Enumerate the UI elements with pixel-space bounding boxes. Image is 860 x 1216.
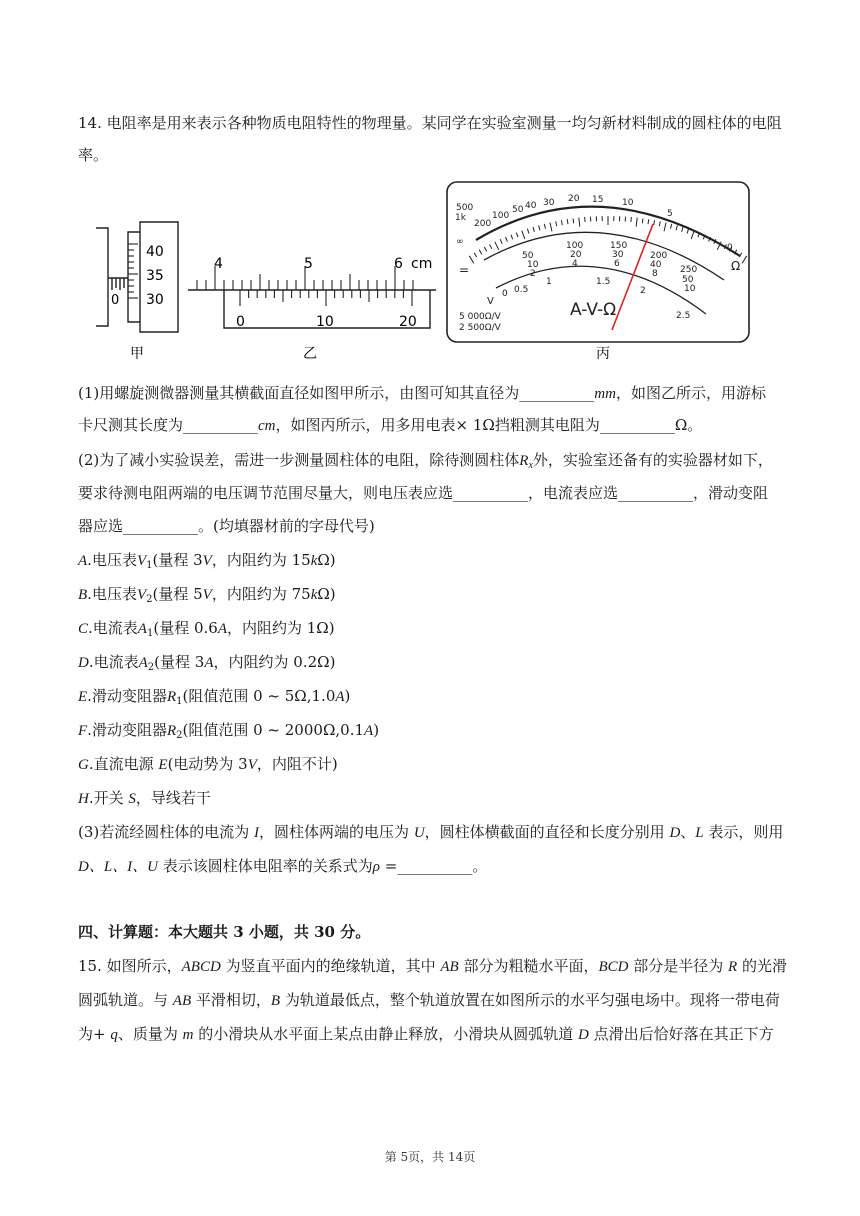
scale3-label-8: 8: [652, 269, 658, 279]
meter-scale-tick: [490, 244, 492, 249]
meter-scale-tick: [495, 242, 499, 250]
scale3-label-2: 2: [530, 269, 536, 279]
option-c: C.电流表$A_1$(量程 0.6A，内阻约为 1Ω): [78, 619, 335, 639]
thimble-label-30: 30: [146, 292, 164, 308]
meter-scale-tick: [636, 218, 637, 227]
inner-label-2: 2: [640, 286, 646, 296]
inner-label-1-5: 1.5: [596, 277, 611, 287]
option-g: G.直流电源 E(电动势为 3V，内阻不计): [78, 755, 338, 773]
scale-label-250: 250: [680, 265, 698, 275]
caliper-main-label-5: 5: [304, 256, 313, 272]
option-a: A.电压表$V_1$(量程 3V，内阻约为 15kΩ): [78, 551, 336, 571]
meter-scale-tick: [527, 229, 529, 234]
meter-scale-tick: [648, 219, 649, 224]
ohm-label-5: 5: [667, 209, 673, 219]
caliper-unit: cm: [411, 256, 433, 272]
inner-label-2-5: 2.5: [676, 311, 691, 321]
meter-scale-tick: [664, 223, 666, 232]
ohm-label-500: 500: [456, 203, 474, 213]
meter-scale-tick: [484, 247, 486, 251]
q14-part1-line-2: 卡尺测其长度为__________cm，如图丙所示，用多用电表× 1Ω挡粗测其电阻为__________Ω。: [78, 416, 703, 434]
instrument-figure: [0, 178, 860, 368]
meter-scale-tick: [539, 225, 540, 230]
scale3-label-10: 10: [684, 284, 696, 294]
meter-scale-tick: [567, 219, 568, 224]
meter-scale-tick: [516, 233, 518, 238]
meter-scale-tick: [687, 229, 689, 234]
q14-part1-line-1: (1)用螺旋测微器测量其横截面直径如图甲所示，由图可知其直径为__________mm，如图乙所示，用游标: [78, 384, 766, 402]
scale3-label-6: 6: [614, 259, 620, 269]
sleeve-label-0: 0: [111, 293, 120, 308]
meter-scale-tick: [691, 231, 694, 240]
meter-scale-tick: [642, 218, 643, 223]
meter-scale-tick: [631, 217, 632, 222]
meter-scale-tick: [544, 224, 545, 229]
v-symbol: V: [487, 296, 494, 307]
inner-label-0-5: 0.5: [514, 285, 529, 295]
option-f: F.滑动变阻器$R_2$(阻值范围 0 ~ 2000Ω,0.1A): [78, 721, 380, 741]
meter-needle: [612, 224, 653, 330]
scale2-label-20: 20: [570, 250, 582, 260]
q14-part3-line-1: (3)若流经圆柱体的电流为 I，圆柱体两端的电压为 U，圆柱体横截面的直径和长度分别用 D、L 表示，则用: [78, 823, 784, 841]
meter-scale-tick: [474, 253, 477, 257]
ohm-label-inf: ∞: [456, 237, 464, 247]
vernier-label-20: 20: [399, 314, 417, 330]
meter-brand: A-V-Ω: [570, 300, 617, 320]
q14-figure: [0, 178, 860, 368]
caption-jia: 甲: [130, 346, 144, 362]
caption-yi: 乙: [303, 346, 317, 362]
ohm-label-1k: 1k: [455, 213, 466, 223]
option-e: E.滑动变阻器$R_1$(阻值范围 0 ~ 5Ω,1.0A): [78, 687, 351, 707]
ohm-label-50: 50: [512, 205, 524, 215]
caption-bing: 丙: [596, 346, 610, 362]
meter-scale-tick: [506, 237, 508, 242]
meter-scale-tick: [500, 239, 502, 244]
ohm-symbol: Ω: [731, 259, 741, 273]
meter-scale-tick: [556, 221, 557, 226]
q15-line-2: 圆弧轨道。与 AB 平滑相切，B 为轨道最低点，整个轨道放置在如图所示的水平匀强电场中。现将一带电荷: [78, 991, 780, 1009]
micrometer-drawing: [96, 222, 178, 332]
meter-scale-tick: [469, 256, 474, 264]
scale-label-150: 150: [610, 241, 628, 251]
meter-scale-tick: [561, 220, 562, 225]
page-footer: 第 5页，共 14页: [384, 1150, 476, 1164]
meter-scale-tick: [676, 225, 677, 230]
scale3-label-4: 4: [572, 259, 578, 269]
q14-part3-line-2: D、L、I、U 表示该圆柱体电阻率的关系式为ρ =__________。: [78, 857, 488, 875]
q14-part2-line-1: (2)为了减小实验误差，需进一步测量圆柱体的电阻，除待测圆柱体$R_x$外，实验室还备有的实验器材如下，: [78, 451, 773, 471]
caliper-main-label-4: 4: [214, 256, 223, 272]
meter-scale-tick: [579, 218, 580, 227]
meter-scale-tick: [479, 250, 482, 254]
dc-symbol: =: [459, 263, 470, 277]
thimble-label-40: 40: [146, 244, 164, 260]
sensitivity-2: 2 500Ω/V: [459, 323, 501, 333]
scale-label-200: 200: [650, 251, 668, 261]
meter-scale-tick: [682, 227, 683, 232]
meter-scale-tick: [550, 223, 552, 232]
thimble-label-35: 35: [146, 268, 164, 284]
vernier-label-0: 0: [236, 314, 245, 330]
q14-part2-line-3: 器应选__________。(均填器材前的字母代号): [78, 517, 375, 535]
meter-scale-tick: [654, 220, 655, 225]
ohm-label-200: 200: [474, 219, 492, 229]
q14-line-2: 率。: [78, 146, 109, 164]
scale2-label-10: 10: [527, 260, 539, 270]
scale2-label-40: 40: [650, 260, 662, 270]
meter-scale-tick: [659, 221, 660, 226]
meter-scale-tick: [742, 256, 747, 264]
q14-line-1: 14. 电阻率是用来表示各种物质电阻特性的物理量。某同学在实验室测量一均匀新材料制成的圆柱体的电阻: [78, 114, 782, 132]
meter-scale-tick: [511, 235, 513, 240]
meter-scale-tick: [533, 227, 534, 232]
inner-label-1: 1: [546, 277, 552, 287]
ohm-label-10: 10: [622, 198, 634, 208]
sensitivity-1: 5 000Ω/V: [459, 312, 501, 322]
ohm-label-0: 0: [727, 243, 733, 253]
ohm-label-40: 40: [525, 201, 537, 211]
scale2-label-50: 50: [682, 275, 694, 285]
q15-line-3: 为+ q、质量为 m 的小滑块从水平面上某点由静止释放，小滑块从圆弧轨道 D 点滑出后恰好落在其正下方: [78, 1025, 774, 1043]
option-h: H.开关 S，导线若干: [78, 789, 211, 807]
inner-label-0: 0: [502, 289, 508, 299]
meter-scale-tick: [585, 217, 586, 222]
q14-part2-line-2: 要求待测电阻两端的电压调节范围尽量大，则电压表应选__________，电流表应选__________，滑动变阻: [78, 484, 769, 502]
meter-scale-tick: [522, 231, 525, 240]
meter-scale-tick: [573, 218, 574, 223]
section-header: 四、计算题：本大题共 3 小题，共 30 分。: [78, 923, 371, 941]
meter-scale-tick: [671, 224, 672, 229]
scale-label-100: 100: [566, 241, 584, 251]
vernier-label-10: 10: [316, 314, 334, 330]
option-b: B.电压表$V_2$(量程 5V，内阻约为 75kΩ): [78, 585, 336, 605]
ohm-label-30: 30: [543, 198, 555, 208]
caliper-main-label-6: 6: [394, 256, 403, 272]
q15-line-1: 15. 如图所示，ABCD 为竖直平面内的绝缘轨道，其中 AB 部分为粗糙水平面，BCD 部分是半径为 R 的光滑: [78, 957, 787, 975]
scale2-label-30: 30: [612, 250, 624, 260]
ohm-label-100: 100: [492, 211, 510, 221]
option-d: D.电流表$A_2$(量程 3A，内阻约为 0.2Ω): [78, 653, 336, 673]
scale-label-50: 50: [522, 251, 534, 261]
ohm-label-15: 15: [592, 195, 604, 205]
ohm-label-20: 20: [568, 194, 580, 204]
